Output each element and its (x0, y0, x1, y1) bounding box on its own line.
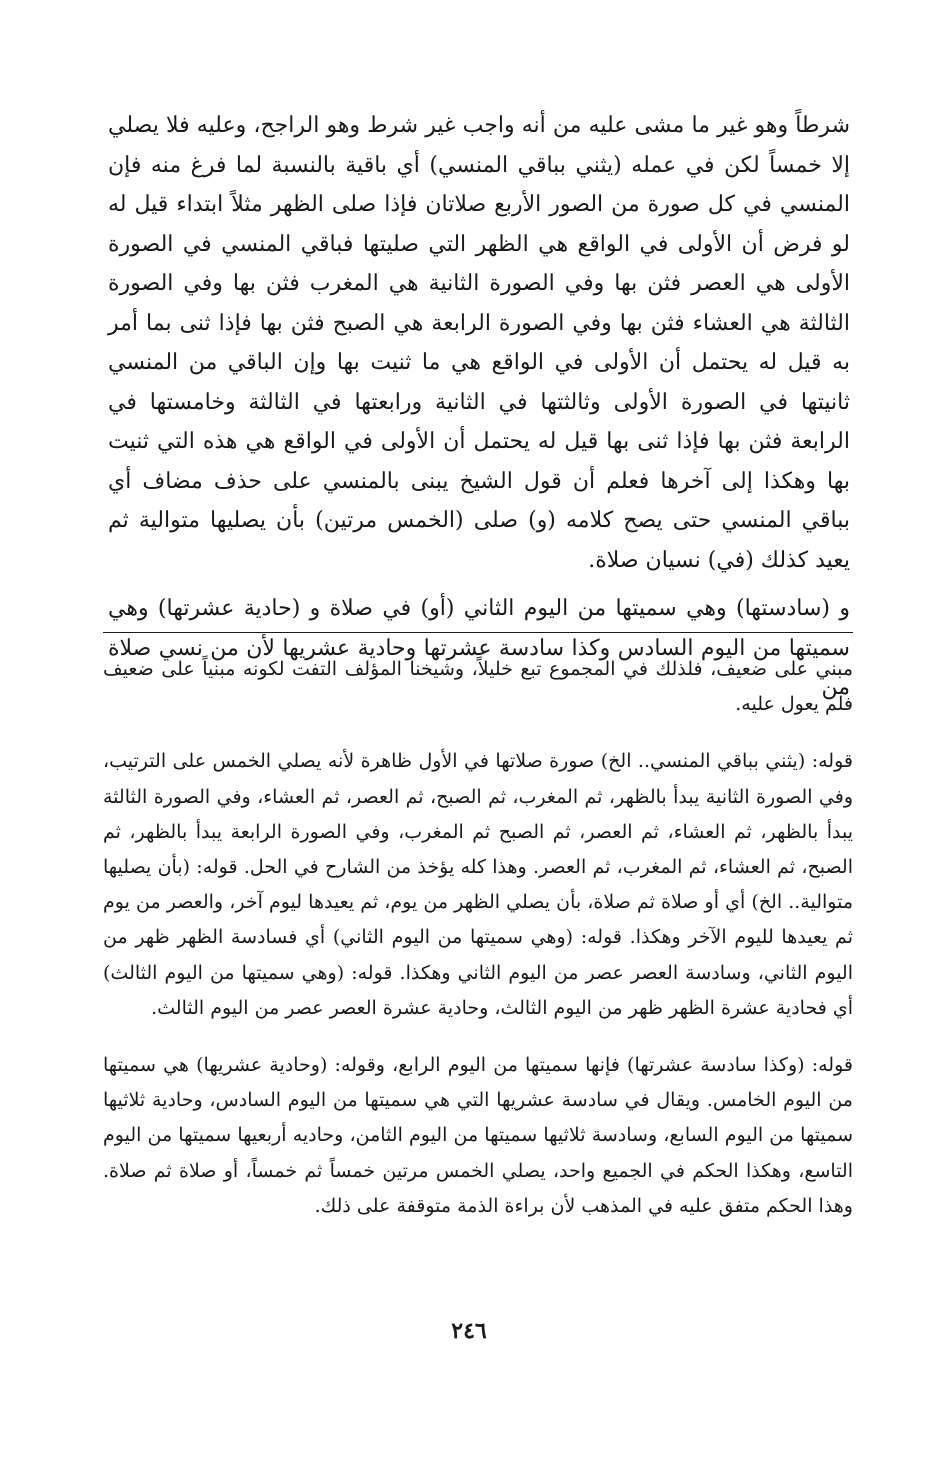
page-number: ٢٤٦ (451, 1318, 487, 1344)
footnotes (103, 652, 853, 1224)
footnote-separator (103, 632, 853, 633)
footnote-paragraph: قوله: (وكذا سادسة عشرتها) فإنها سميتها من اليوم الرابع، وقوله: (وحادية عشريها) هي سميتها من اليوم الخامس. ويقال في سادسة عشريها التي هي سميتها من اليوم السادس، وحادية ثلاثيها سميتها من اليوم السابع، وسادسة ثلاثيها سميتها من اليوم الثامن، وحاديه أربعيها سميتها من اليوم التاسع، وهكذا الحكم في الجميع واحد، يصلي الخمس مرتين خمساً ثم خمساً، أو صلاة ثم صلاة. وهذا الحكم متفق عليه في المذهب لأن براءة الذمة متوقفة على ذلك. (103, 1054, 853, 1217)
main-text (108, 106, 850, 708)
footnote-paragraph: قوله: (يثني بباقي المنسي.. الخ) صورة صلاتها في الأول ظاهرة لأنه يصلي الخمس على الترتيب، وفي الصورة الثانية يبدأ بالظهر، ثم المغرب، ثم الصبح، ثم العصر، ثم العشاء، وفي الصورة الثالثة يبدأ بالظهر، ثم العشاء، ثم العصر، ثم الصبح ثم المغرب، وفي الصورة الرابعة يبدأ بالظهر، ثم الصبح، ثم العشاء، ثم المغرب، ثم العصر. وهذا كله يؤخذ من الشارح في الحل. قوله: (بأن يصليها متوالية.. الخ) أي أو صلاة ثم صلاة، بأن يصلي الظهر من يوم، ثم يعيدها ليوم آخر، والعصر من يوم ثم يعيدها لليوم الآخر وهكذا. قوله: (وهي سميتها من اليوم الثاني) أي فسادسة الظهر ظهر من اليوم الثاني، وسادسة العصر عصر من اليوم الثاني وهكذا. قوله: (وهي سميتها من اليوم الثالث) أي فحادية عشرة الظهر ظهر من اليوم الثالث، وحادية عشرة العصر عصر من اليوم الثالث. (103, 750, 853, 1019)
footnote-paragraph: مبني على ضعيف، فلذلك في المجموع تبع خليلاً، وشيخنا المؤلف التفت لكونه مبنياً على ضعيف فلم يعول عليه. (103, 658, 853, 716)
main-paragraph: و (سادستها) وهي سميتها من اليوم الثاني (أو) في صلاة و (حادية عشرتها) وهي سميتها من اليوم السادس وكذا سادسة عشرتها وحادية عشريها لأن من نسي صلاة من (108, 596, 850, 700)
main-paragraph: شرطاً وهو غير ما مشى عليه من أنه واجب غير شرط وهو الراجح، وعليه فلا يصلي إلا خمساً لكن في عمله (يثني بباقي المنسي) أي باقية بالنسبة لما فرغ منه فإن المنسي في كل صورة من الصور الأربع صلاتان فإذا صلى الظهر مثلاً ابتداء قيل له لو فرض أن الأولى في الواقع هي الظهر التي صليتها فباقي المنسي في الصورة الأولى هي العصر فثن بها وفي الصورة الثانية هي المغرب فثن بها وفي الصورة الثالثة هي العشاء فثن بها وفي الصورة الرابعة هي الصبح فثن بها فإذا ثنى بما أمر به قيل له يحتمل أن الأولى في الواقع هي ما ثنيت بها وإن الباقي من المنسي ثانيتها في الصورة الأولى وثالثتها في الثانية ورابعتها في الثالثة وخامستها في الرابعة فثن بها فإذا ثنى بها قيل له يحتمل أن الأولى في الواقع هي هذه التي ثنيت بها وهكذا إلى آخرها فعلم أن قول الشيخ يبنى بالمنسي على حذف مضاف أي بباقي المنسي حتى يصح كلامه (و) صلى (الخمس مرتين) بأن يصليها متوالية ثم يعيد كذلك (في) نسيان صلاة. (108, 113, 850, 573)
